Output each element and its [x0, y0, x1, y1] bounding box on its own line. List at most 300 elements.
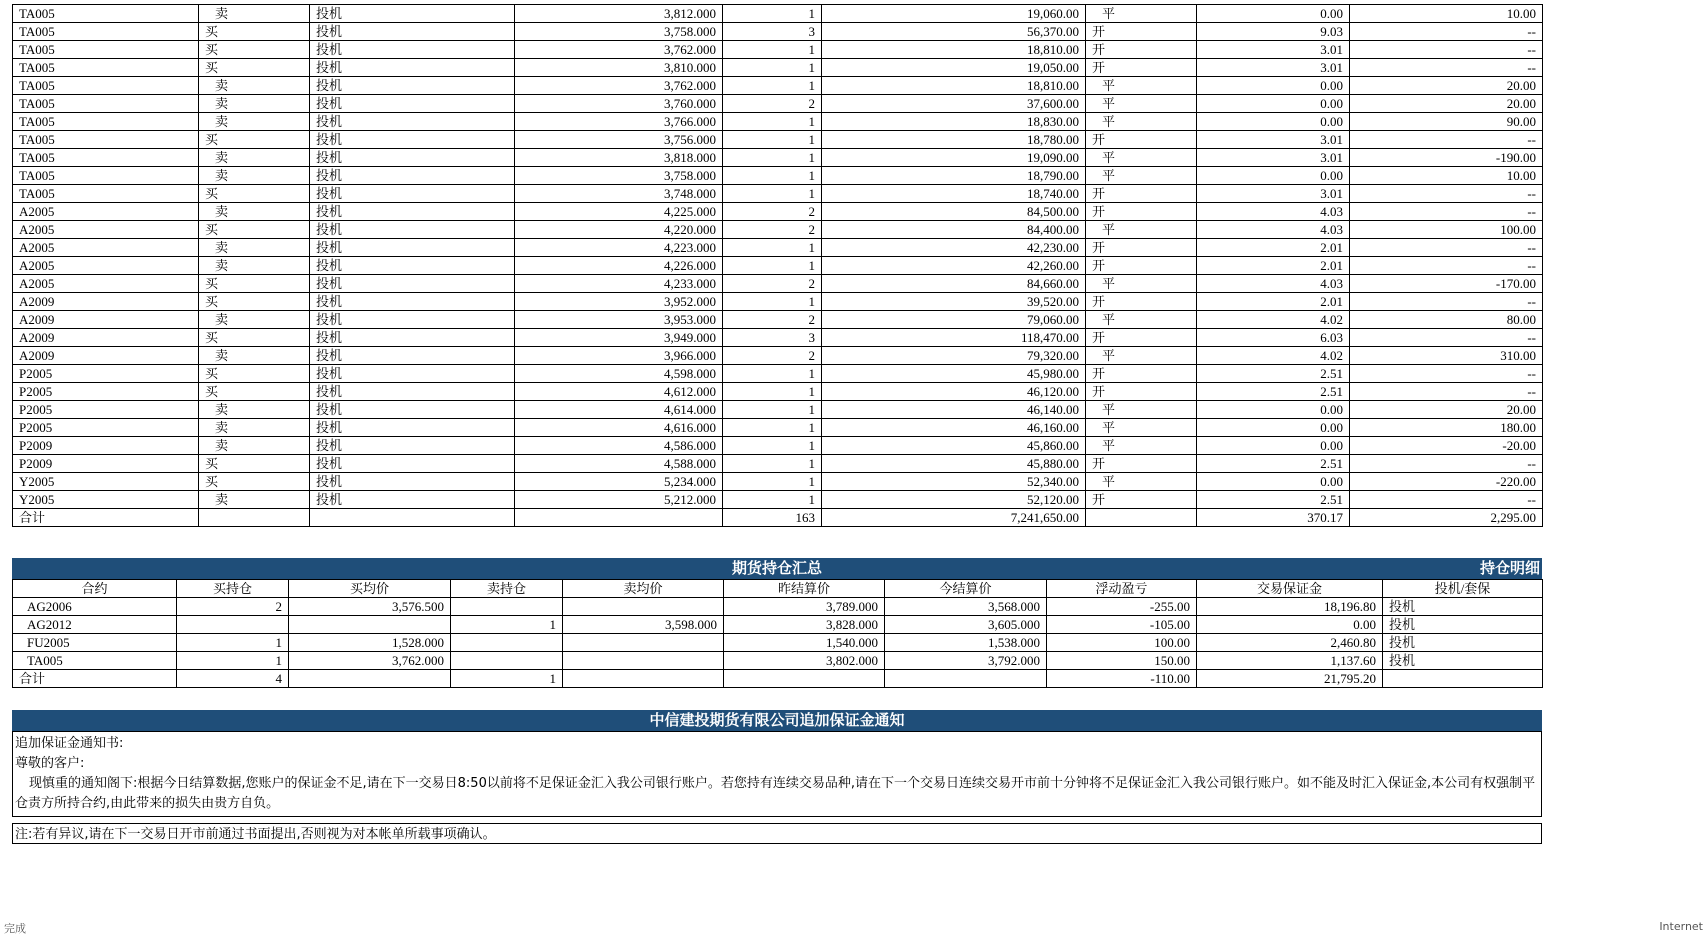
- qty-cell: 1: [723, 365, 822, 383]
- qty-cell: 1: [723, 455, 822, 473]
- fee-cell: 2.51: [1197, 365, 1350, 383]
- table-row: [13, 77, 1543, 95]
- contract-cell: A2009: [13, 329, 199, 347]
- price-cell: 4,612.000: [515, 383, 723, 401]
- column-header: 卖均价: [563, 580, 724, 598]
- table-row: [13, 41, 1543, 59]
- open-close-cell: 平: [1086, 5, 1197, 23]
- position-total-cell: 21,795.20: [1197, 670, 1383, 688]
- amount-cell: 52,120.00: [822, 491, 1086, 509]
- fee-cell: 4.03: [1197, 203, 1350, 221]
- contract-cell: Y2005: [13, 491, 199, 509]
- position-cell: 3,792.000: [885, 652, 1047, 670]
- direction-cell: 卖: [199, 257, 310, 275]
- qty-cell: 1: [723, 383, 822, 401]
- hedge-cell: 投机: [310, 203, 515, 221]
- price-cell: 3,758.000: [515, 167, 723, 185]
- position-cell: [563, 634, 724, 652]
- fee-cell: 0.00: [1197, 419, 1350, 437]
- pnl-cell: --: [1350, 365, 1543, 383]
- direction-cell: 卖: [199, 149, 310, 167]
- direction-cell: 卖: [199, 203, 310, 221]
- fee-cell: 3.01: [1197, 131, 1350, 149]
- hedge-cell: 投机: [310, 77, 515, 95]
- trade-total-row: [13, 509, 1543, 527]
- position-cell: -255.00: [1047, 598, 1197, 616]
- pnl-cell: --: [1350, 293, 1543, 311]
- position-total-cell: [289, 670, 451, 688]
- direction-cell: 买: [199, 329, 310, 347]
- fee-cell: 3.01: [1197, 149, 1350, 167]
- contract-cell: TA005: [13, 77, 199, 95]
- price-cell: 3,758.000: [515, 23, 723, 41]
- position-total-cell: 1: [451, 670, 563, 688]
- position-cell: 1: [451, 616, 563, 634]
- contract-cell: TA005: [13, 23, 199, 41]
- qty-cell: 1: [723, 293, 822, 311]
- hedge-cell: 投机: [310, 455, 515, 473]
- hedge-cell: 投机: [310, 95, 515, 113]
- qty-cell: 1: [723, 401, 822, 419]
- open-close-cell: 开: [1086, 131, 1197, 149]
- position-cell: 2,460.80: [1197, 634, 1383, 652]
- direction-cell: 卖: [199, 5, 310, 23]
- open-close-cell: 平: [1086, 113, 1197, 131]
- open-close-cell: 平: [1086, 347, 1197, 365]
- table-row: [13, 401, 1543, 419]
- direction-cell: 卖: [199, 167, 310, 185]
- fee-cell: 2.01: [1197, 239, 1350, 257]
- open-close-cell: 开: [1086, 329, 1197, 347]
- qty-cell: 1: [723, 419, 822, 437]
- qty-cell: 1: [723, 5, 822, 23]
- column-header: 卖持仓: [451, 580, 563, 598]
- contract-cell: A2005: [13, 275, 199, 293]
- column-header: 交易保证金: [1197, 580, 1383, 598]
- contract-cell: A2005: [13, 257, 199, 275]
- contract-cell: A2005: [13, 239, 199, 257]
- direction-cell: 买: [199, 41, 310, 59]
- amount-cell: 42,260.00: [822, 257, 1086, 275]
- price-cell: 3,810.000: [515, 59, 723, 77]
- qty-cell: 1: [723, 491, 822, 509]
- pnl-cell: --: [1350, 131, 1543, 149]
- table-row: [13, 5, 1543, 23]
- hedge-cell: 投机: [310, 365, 515, 383]
- fee-cell: 3.01: [1197, 59, 1350, 77]
- position-detail-link[interactable]: 持仓明细: [1479, 560, 1540, 577]
- fee-cell: 6.03: [1197, 329, 1350, 347]
- direction-cell: 卖: [199, 113, 310, 131]
- qty-cell: 1: [723, 149, 822, 167]
- open-close-cell: 开: [1086, 239, 1197, 257]
- qty-cell: 1: [723, 167, 822, 185]
- column-header: 合约: [13, 580, 177, 598]
- amount-cell: 79,060.00: [822, 311, 1086, 329]
- qty-cell: 2: [723, 95, 822, 113]
- price-cell: 4,233.000: [515, 275, 723, 293]
- positions-total-row: [13, 670, 1543, 688]
- table-row: [13, 149, 1543, 167]
- position-cell: -105.00: [1047, 616, 1197, 634]
- amount-cell: 37,600.00: [822, 95, 1086, 113]
- table-row: [13, 293, 1543, 311]
- pnl-cell: 310.00: [1350, 347, 1543, 365]
- open-close-cell: 平: [1086, 77, 1197, 95]
- direction-cell: 卖: [199, 437, 310, 455]
- contract-cell: Y2005: [13, 473, 199, 491]
- contract-cell: P2005: [13, 383, 199, 401]
- table-row: [13, 365, 1543, 383]
- position-total-cell: 合计: [13, 670, 177, 688]
- position-cell: TA005: [13, 652, 177, 670]
- price-cell: 3,762.000: [515, 77, 723, 95]
- qty-cell: 2: [723, 203, 822, 221]
- pnl-cell: -220.00: [1350, 473, 1543, 491]
- position-cell: 投机: [1383, 652, 1543, 670]
- direction-cell: 卖: [199, 491, 310, 509]
- direction-cell: 买: [199, 185, 310, 203]
- fee-cell: 3.01: [1197, 185, 1350, 203]
- amount-cell: 46,160.00: [822, 419, 1086, 437]
- open-close-cell: 平: [1086, 311, 1197, 329]
- table-row: [13, 616, 1543, 634]
- position-total-cell: [724, 670, 885, 688]
- position-cell: 1: [177, 634, 289, 652]
- position-cell: 1,538.000: [885, 634, 1047, 652]
- table-row: [13, 203, 1543, 221]
- position-cell: 3,576.500: [289, 598, 451, 616]
- qty-cell: 2: [723, 275, 822, 293]
- position-total-cell: [563, 670, 724, 688]
- pnl-cell: --: [1350, 239, 1543, 257]
- open-close-cell: 开: [1086, 365, 1197, 383]
- total-pnl: 2,295.00: [1350, 509, 1543, 527]
- table-row: [13, 491, 1543, 509]
- position-cell: 投机: [1383, 616, 1543, 634]
- amount-cell: 84,400.00: [822, 221, 1086, 239]
- price-cell: 4,226.000: [515, 257, 723, 275]
- amount-cell: 18,780.00: [822, 131, 1086, 149]
- position-cell: [451, 598, 563, 616]
- direction-cell: 卖: [199, 347, 310, 365]
- hedge-cell: 投机: [310, 221, 515, 239]
- fee-cell: 2.01: [1197, 257, 1350, 275]
- fee-cell: 9.03: [1197, 23, 1350, 41]
- price-cell: 3,812.000: [515, 5, 723, 23]
- column-header: 投机/套保: [1383, 580, 1543, 598]
- qty-cell: 1: [723, 185, 822, 203]
- table-row: [13, 383, 1543, 401]
- amount-cell: 18,830.00: [822, 113, 1086, 131]
- fee-cell: 0.00: [1197, 5, 1350, 23]
- price-cell: 4,598.000: [515, 365, 723, 383]
- amount-cell: 46,140.00: [822, 401, 1086, 419]
- position-cell: 1: [177, 652, 289, 670]
- notice-box: [12, 731, 1542, 817]
- contract-cell: TA005: [13, 113, 199, 131]
- price-cell: 4,220.000: [515, 221, 723, 239]
- contract-cell: A2009: [13, 293, 199, 311]
- amount-cell: 18,790.00: [822, 167, 1086, 185]
- price-cell: 4,588.000: [515, 455, 723, 473]
- price-cell: 3,953.000: [515, 311, 723, 329]
- hedge-cell: 投机: [310, 23, 515, 41]
- amount-cell: 18,810.00: [822, 41, 1086, 59]
- positions-header-row: [13, 580, 1543, 598]
- status-bar-left: 完成: [4, 922, 26, 935]
- notice-title-bar: [12, 710, 1542, 731]
- hedge-cell: 投机: [310, 329, 515, 347]
- pnl-cell: --: [1350, 185, 1543, 203]
- qty-cell: 2: [723, 221, 822, 239]
- positions-rows: [13, 598, 1543, 670]
- amount-cell: 19,050.00: [822, 59, 1086, 77]
- fee-cell: 4.03: [1197, 275, 1350, 293]
- position-cell: [451, 652, 563, 670]
- qty-cell: 1: [723, 131, 822, 149]
- contract-cell: P2005: [13, 365, 199, 383]
- pnl-cell: -190.00: [1350, 149, 1543, 167]
- hedge-cell: 投机: [310, 383, 515, 401]
- fee-cell: 2.51: [1197, 383, 1350, 401]
- price-cell: 3,818.000: [515, 149, 723, 167]
- position-total-cell: 4: [177, 670, 289, 688]
- hedge-cell: 投机: [310, 293, 515, 311]
- position-cell: [289, 616, 451, 634]
- pnl-cell: --: [1350, 203, 1543, 221]
- direction-cell: 买: [199, 293, 310, 311]
- amount-cell: 19,060.00: [822, 5, 1086, 23]
- price-cell: 5,212.000: [515, 491, 723, 509]
- fee-cell: 0.00: [1197, 95, 1350, 113]
- contract-cell: P2009: [13, 455, 199, 473]
- contract-cell: A2009: [13, 311, 199, 329]
- table-row: [13, 131, 1543, 149]
- contract-cell: A2009: [13, 347, 199, 365]
- table-row: [13, 634, 1543, 652]
- total-fee: 370.17: [1197, 509, 1350, 527]
- direction-cell: 买: [199, 59, 310, 77]
- pnl-cell: --: [1350, 257, 1543, 275]
- open-close-cell: 开: [1086, 59, 1197, 77]
- pnl-cell: --: [1350, 491, 1543, 509]
- position-cell: 0.00: [1197, 616, 1383, 634]
- open-close-cell: 开: [1086, 383, 1197, 401]
- price-cell: 3,762.000: [515, 41, 723, 59]
- contract-cell: A2005: [13, 221, 199, 239]
- qty-cell: 2: [723, 311, 822, 329]
- contract-cell: P2009: [13, 437, 199, 455]
- position-cell: [563, 598, 724, 616]
- hedge-cell: 投机: [310, 419, 515, 437]
- amount-cell: 42,230.00: [822, 239, 1086, 257]
- position-cell: 投机: [1383, 634, 1543, 652]
- open-close-cell: 平: [1086, 167, 1197, 185]
- amount-cell: 84,660.00: [822, 275, 1086, 293]
- position-cell: [177, 616, 289, 634]
- pnl-cell: 20.00: [1350, 401, 1543, 419]
- amount-cell: 45,880.00: [822, 455, 1086, 473]
- price-cell: 3,756.000: [515, 131, 723, 149]
- amount-cell: 56,370.00: [822, 23, 1086, 41]
- amount-cell: 45,980.00: [822, 365, 1086, 383]
- open-close-cell: 开: [1086, 455, 1197, 473]
- hedge-cell: 投机: [310, 185, 515, 203]
- position-cell: AG2012: [13, 616, 177, 634]
- qty-cell: 1: [723, 41, 822, 59]
- price-cell: 3,966.000: [515, 347, 723, 365]
- fee-cell: 4.03: [1197, 221, 1350, 239]
- open-close-cell: 平: [1086, 437, 1197, 455]
- notice-title: 中信建投期货有限公司追加保证金通知: [649, 712, 905, 729]
- amount-cell: 18,810.00: [822, 77, 1086, 95]
- hedge-cell: 投机: [310, 131, 515, 149]
- contract-cell: TA005: [13, 131, 199, 149]
- price-cell: 4,586.000: [515, 437, 723, 455]
- positions-title-bar: [12, 558, 1542, 579]
- table-row: [13, 437, 1543, 455]
- table-row: [13, 598, 1543, 616]
- price-cell: 3,748.000: [515, 185, 723, 203]
- fee-cell: 0.00: [1197, 473, 1350, 491]
- direction-cell: 买: [199, 221, 310, 239]
- fee-cell: 2.01: [1197, 293, 1350, 311]
- contract-cell: TA005: [13, 41, 199, 59]
- contract-cell: TA005: [13, 167, 199, 185]
- pnl-cell: --: [1350, 59, 1543, 77]
- fee-cell: 0.00: [1197, 113, 1350, 131]
- fee-cell: 3.01: [1197, 41, 1350, 59]
- open-close-cell: 平: [1086, 149, 1197, 167]
- table-row: [13, 455, 1543, 473]
- contract-cell: A2005: [13, 203, 199, 221]
- pnl-cell: 10.00: [1350, 167, 1543, 185]
- open-close-cell: 开: [1086, 185, 1197, 203]
- direction-cell: 卖: [199, 401, 310, 419]
- table-row: [13, 652, 1543, 670]
- table-row: [13, 473, 1543, 491]
- qty-cell: 1: [723, 257, 822, 275]
- hedge-cell: 投机: [310, 473, 515, 491]
- pnl-cell: 100.00: [1350, 221, 1543, 239]
- amount-cell: 19,090.00: [822, 149, 1086, 167]
- price-cell: 4,616.000: [515, 419, 723, 437]
- direction-cell: 卖: [199, 239, 310, 257]
- price-cell: 3,949.000: [515, 329, 723, 347]
- table-row: [13, 95, 1543, 113]
- open-close-cell: 平: [1086, 221, 1197, 239]
- direction-cell: 买: [199, 455, 310, 473]
- direction-cell: 买: [199, 23, 310, 41]
- open-close-cell: 平: [1086, 473, 1197, 491]
- position-cell: 3,568.000: [885, 598, 1047, 616]
- open-close-cell: 开: [1086, 491, 1197, 509]
- table-row: [13, 311, 1543, 329]
- positions-title: 期货持仓汇总: [731, 560, 822, 577]
- fee-cell: 0.00: [1197, 77, 1350, 95]
- notice-text: 现慎重的通知阁下:根据今日结算数据,您账户的保证金不足,请在下一交易日8:50以前将不足保证金汇入我公司银行账户。若您持有连续交易品种,请在下一个交易日连续交易开市前十分钟将不足保证金汇入我公司银行账户。如不能及时汇入保证金,本公司有权强制平仓责方所持合约,由此带来的损失由贵方自负。: [15, 776, 1536, 811]
- qty-cell: 1: [723, 59, 822, 77]
- total-amount: 7,241,650.00: [822, 509, 1086, 527]
- column-header: 浮动盈亏: [1047, 580, 1197, 598]
- open-close-cell: 开: [1086, 293, 1197, 311]
- qty-cell: 1: [723, 77, 822, 95]
- amount-cell: 79,320.00: [822, 347, 1086, 365]
- status-bar-right: Internet: [1659, 920, 1703, 933]
- hedge-cell: 投机: [310, 257, 515, 275]
- contract-cell: P2005: [13, 419, 199, 437]
- direction-cell: 买: [199, 365, 310, 383]
- table-row: [13, 221, 1543, 239]
- amount-cell: 118,470.00: [822, 329, 1086, 347]
- total-label: 合计: [13, 509, 199, 527]
- table-row: [13, 167, 1543, 185]
- pnl-cell: --: [1350, 329, 1543, 347]
- table-row: [13, 257, 1543, 275]
- table-row: [13, 419, 1543, 437]
- position-cell: 1,528.000: [289, 634, 451, 652]
- pnl-cell: --: [1350, 41, 1543, 59]
- contract-cell: TA005: [13, 185, 199, 203]
- position-cell: 100.00: [1047, 634, 1197, 652]
- position-cell: 3,828.000: [724, 616, 885, 634]
- qty-cell: 3: [723, 329, 822, 347]
- qty-cell: 3: [723, 23, 822, 41]
- open-close-cell: 开: [1086, 41, 1197, 59]
- amount-cell: 39,520.00: [822, 293, 1086, 311]
- hedge-cell: 投机: [310, 437, 515, 455]
- hedge-cell: 投机: [310, 149, 515, 167]
- position-cell: [451, 634, 563, 652]
- position-cell: 150.00: [1047, 652, 1197, 670]
- position-cell: FU2005: [13, 634, 177, 652]
- notice-heading: 追加保证金通知书:: [15, 736, 124, 751]
- pnl-cell: 20.00: [1350, 77, 1543, 95]
- table-row: [13, 59, 1543, 77]
- amount-cell: 45,860.00: [822, 437, 1086, 455]
- position-cell: 1,540.000: [724, 634, 885, 652]
- open-close-cell: 开: [1086, 23, 1197, 41]
- fee-cell: 2.51: [1197, 455, 1350, 473]
- pnl-cell: 10.00: [1350, 5, 1543, 23]
- direction-cell: 买: [199, 275, 310, 293]
- open-close-cell: 开: [1086, 257, 1197, 275]
- direction-cell: 卖: [199, 419, 310, 437]
- position-cell: 18,196.80: [1197, 598, 1383, 616]
- table-row: [13, 275, 1543, 293]
- price-cell: 5,234.000: [515, 473, 723, 491]
- trade-rows: [13, 5, 1543, 509]
- positions-table: [12, 579, 1543, 688]
- direction-cell: 卖: [199, 77, 310, 95]
- notice-salutation: 尊敬的客户:: [15, 756, 85, 771]
- position-cell: 1,137.60: [1197, 652, 1383, 670]
- hedge-cell: 投机: [310, 239, 515, 257]
- hedge-cell: 投机: [310, 275, 515, 293]
- table-row: [13, 113, 1543, 131]
- contract-cell: TA005: [13, 95, 199, 113]
- total-qty: 163: [723, 509, 822, 527]
- position-cell: [563, 652, 724, 670]
- qty-cell: 1: [723, 437, 822, 455]
- table-row: [13, 185, 1543, 203]
- pnl-cell: --: [1350, 23, 1543, 41]
- fee-cell: 0.00: [1197, 167, 1350, 185]
- open-close-cell: 平: [1086, 275, 1197, 293]
- position-cell: 3,802.000: [724, 652, 885, 670]
- column-header: 今结算价: [885, 580, 1047, 598]
